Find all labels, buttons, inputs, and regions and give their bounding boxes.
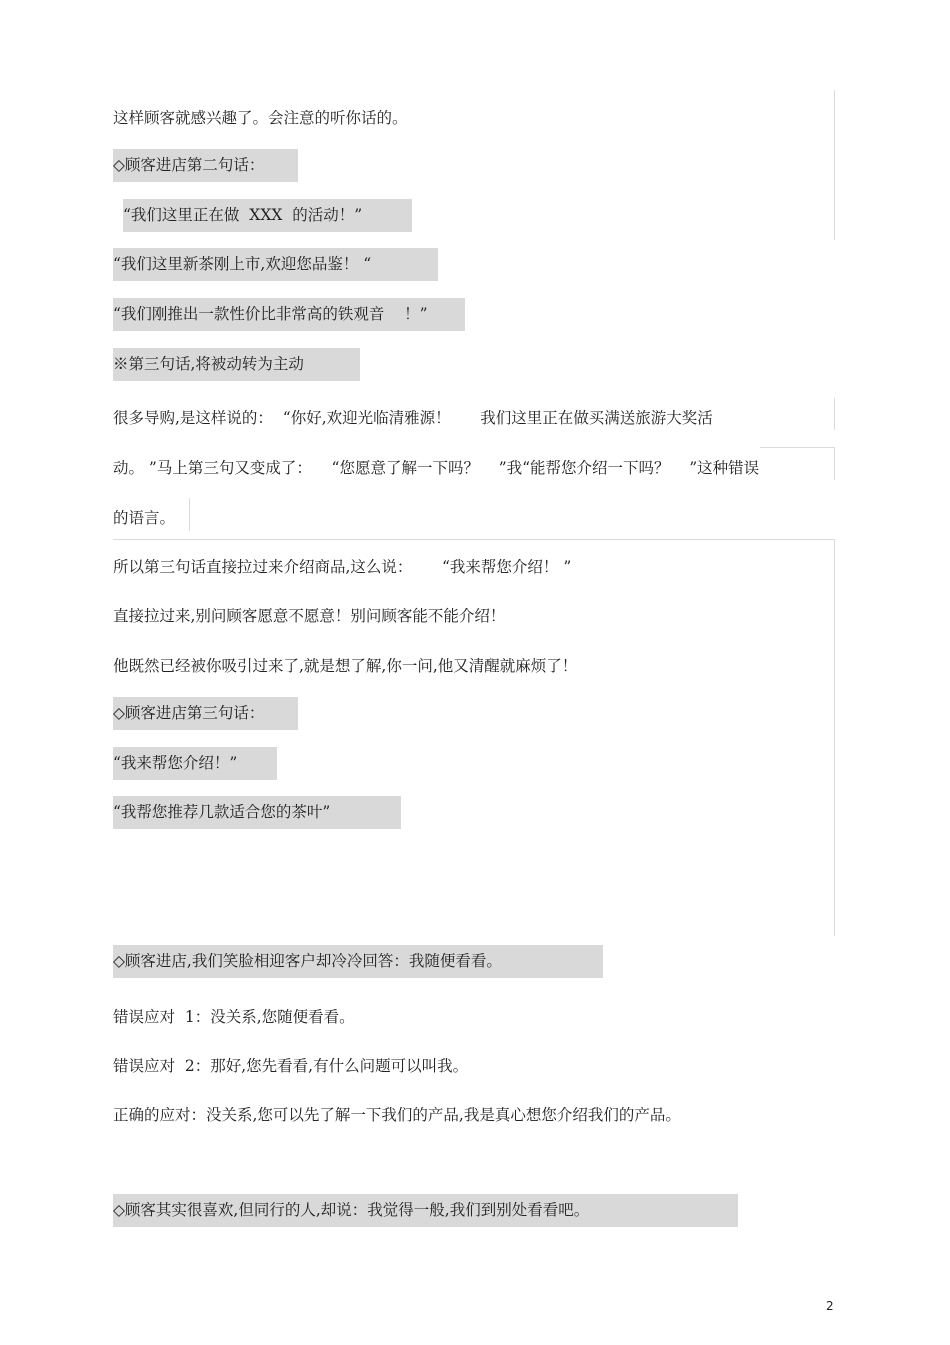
page-number: 2 bbox=[826, 1299, 834, 1313]
highlighted-line: ※第三句话,将被动转为主动 bbox=[113, 348, 360, 381]
paragraph: 的语言。 bbox=[113, 509, 176, 527]
paragraph: 很多导购,是这样说的： “你好,欢迎光临清雅源！ 我们这里正在做买满送旅游大奖活 bbox=[113, 409, 713, 427]
highlighted-line: “我们刚推出一款性价比非常高的铁观音 ！” bbox=[113, 298, 465, 331]
margin-rule bbox=[834, 90, 835, 240]
highlighted-line: “我帮您推荐几款适合您的茶叶” bbox=[113, 796, 401, 829]
paragraph: 直接拉过来,别问顾客愿意不愿意！别问顾客能不能介绍！ bbox=[113, 607, 506, 625]
paragraph: 动。 ”马上第三句又变成了： “您愿意了解一下吗？ ”我“能帮您介绍一下吗？ ”这种错误 bbox=[113, 459, 760, 477]
highlighted-line: “我来帮您介绍！” bbox=[113, 747, 277, 780]
margin-rule bbox=[189, 498, 190, 531]
highlighted-line: ◇顾客进店第三句话： bbox=[113, 697, 298, 730]
highlighted-line: “我们这里新茶刚上市,欢迎您品鉴！ “ bbox=[113, 248, 438, 281]
paragraph: 错误应对 1：没关系,您随便看看。 bbox=[113, 1008, 355, 1026]
highlighted-line: ◇顾客进店第二句话： bbox=[113, 149, 298, 182]
margin-rule bbox=[760, 447, 835, 448]
paragraph: 这样顾客就感兴趣了。会注意的听你话的。 bbox=[113, 109, 408, 127]
highlighted-line: “我们这里正在做 XXX 的活动！” bbox=[123, 199, 412, 232]
highlighted-line: ◇顾客其实很喜欢,但同行的人,却说：我觉得一般,我们到别处看看吧。 bbox=[113, 1194, 738, 1227]
paragraph: 他既然已经被你吸引过来了,就是想了解,你一问,他又清醒就麻烦了！ bbox=[113, 657, 578, 675]
margin-rule bbox=[834, 398, 835, 430]
paragraph: 正确的应对：没关系,您可以先了解一下我们的产品,我是真心想您介绍我们的产品。 bbox=[113, 1106, 681, 1124]
paragraph: 所以第三句话直接拉过来介绍商品,这么说： “我来帮您介绍！ ” bbox=[113, 558, 572, 576]
margin-rule bbox=[834, 447, 835, 480]
margin-rule bbox=[113, 539, 835, 540]
highlighted-line: ◇顾客进店,我们笑脸相迎客户却冷冷回答：我随便看看。 bbox=[113, 945, 603, 978]
paragraph: 错误应对 2：那好,您先看看,有什么问题可以叫我。 bbox=[113, 1057, 469, 1075]
margin-rule bbox=[834, 539, 835, 936]
